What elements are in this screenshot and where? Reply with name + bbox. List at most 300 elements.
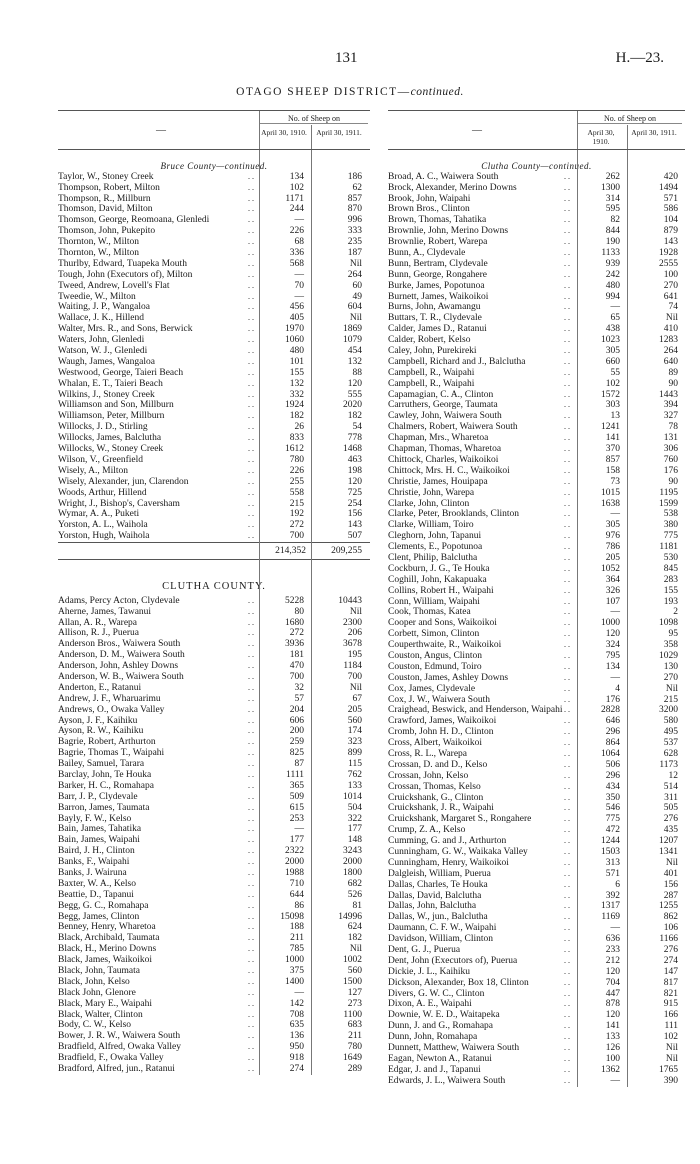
table-row — [58, 422, 370, 433]
left-header-col1: April 30, 1910. — [261, 128, 307, 137]
sheep-1910: 405 — [289, 313, 304, 324]
table-row — [388, 923, 685, 934]
sheep-1911: 401 — [663, 868, 678, 879]
leader-dots: . . — [564, 291, 570, 301]
sheep-1911: 120 — [347, 378, 362, 389]
owner-name: Bradfield, F., Owaka Valley — [58, 1053, 164, 1064]
leader-dots: . . — [248, 454, 254, 464]
owner-name: Downie, W. E. D., Waitapeka — [388, 1010, 500, 1021]
left-column — [58, 110, 370, 1075]
table-row — [58, 694, 370, 705]
leader-dots: . . — [248, 1020, 254, 1030]
leader-dots: . . — [248, 671, 254, 681]
leader-dots: . . — [564, 204, 570, 214]
table-row — [388, 542, 685, 553]
owner-name: Dickson, Alexander, Box 18, Clinton — [388, 977, 529, 988]
table-row — [388, 793, 685, 804]
sheep-1911: Nil — [665, 1053, 678, 1064]
sheep-1910: 215 — [289, 498, 304, 509]
leader-dots: . . — [248, 955, 254, 965]
sheep-1910: 314 — [605, 193, 620, 204]
sheep-1911: 514 — [663, 781, 678, 792]
sheep-1911: 390 — [663, 1075, 678, 1086]
sheep-1911: 274 — [663, 955, 678, 966]
leader-dots: . . — [564, 389, 570, 399]
sheep-1910: 326 — [605, 585, 620, 596]
owner-name: Campbell, R., Waipahi — [388, 367, 475, 378]
sheep-1911: 182 — [347, 933, 362, 944]
sheep-1911: 700 — [347, 671, 362, 682]
leader-dots: . . — [564, 182, 570, 192]
owner-name: Tough, John (Executors of), Milton — [58, 269, 193, 280]
owner-name: Craighead, Beswick, and Henderson, Waipahi — [388, 705, 563, 716]
owner-name: Cox, J. W., Waiwera South — [388, 694, 490, 705]
leader-dots: . . — [248, 617, 254, 627]
leader-dots: . . — [564, 988, 570, 998]
owner-name: Dunnett, Matthew, Waiwera South — [388, 1043, 520, 1054]
table-row — [388, 662, 685, 673]
table-row — [388, 575, 685, 586]
leader-dots: . . — [564, 814, 570, 824]
leader-dots: . . — [248, 400, 254, 410]
sheep-1911: 1869 — [343, 324, 362, 335]
leader-dots: . . — [248, 889, 254, 899]
leader-dots: . . — [564, 825, 570, 835]
leader-dots: . . — [564, 269, 570, 279]
owner-name: Dunn, J. and G., Romahapa — [388, 1021, 494, 1032]
table-row — [388, 1054, 685, 1065]
table-row — [388, 499, 685, 510]
sheep-1910: 274 — [289, 1064, 304, 1075]
table-row — [388, 477, 685, 488]
leader-dots: . . — [564, 781, 570, 791]
leader-dots: . . — [564, 836, 570, 846]
sheep-1910: 392 — [605, 890, 620, 901]
owner-name: Bayly, F. W., Kelso — [58, 813, 132, 824]
sheep-1910: 155 — [289, 367, 304, 378]
owner-name: Black, James, Waikoikoi — [58, 955, 153, 966]
leader-dots: . . — [248, 531, 254, 541]
leader-dots: . . — [248, 693, 254, 703]
sheep-1911: 380 — [663, 520, 678, 531]
clutha-continued-heading: Clutha County—continued. — [481, 160, 592, 171]
sheep-1911: 2300 — [343, 617, 362, 628]
sheep-1911: 1283 — [659, 335, 678, 346]
sheep-1911: 3200 — [659, 705, 678, 716]
left-header-sheep-on: No. of Sheep on — [260, 114, 368, 124]
sheep-1911: 177 — [347, 824, 362, 835]
sheep-1910: 126 — [605, 1043, 620, 1054]
right-header-dash: — — [472, 125, 482, 136]
leader-dots: . . — [564, 378, 570, 388]
sheep-1910: 212 — [605, 955, 620, 966]
table-row — [388, 629, 685, 640]
table-row — [58, 1053, 370, 1064]
owner-name: Barr, J. P., Clydevale — [58, 791, 138, 802]
bruce-total-1911: 209,255 — [331, 546, 362, 557]
owner-name: Eagan, Newton A., Ratanui — [388, 1053, 492, 1064]
owner-name: Cox, James, Clydevale — [388, 683, 476, 694]
leader-dots: . . — [248, 878, 254, 888]
owner-name: Chalmers, Robert, Waiwera South — [388, 422, 518, 433]
owner-name: Dixon, A. E., Waipahi — [388, 999, 472, 1010]
table-row — [58, 857, 370, 868]
sheep-1911: 1195 — [659, 487, 678, 498]
sheep-1911: 725 — [347, 487, 362, 498]
leader-dots: . . — [248, 433, 254, 443]
clutha-county-heading: CLUTHA COUNTY. — [162, 580, 266, 592]
sheep-1910: 101 — [289, 356, 304, 367]
table-row — [58, 390, 370, 401]
sheep-1910: 142 — [289, 998, 304, 1009]
owner-name: Wilkins, J., Stoney Creek — [58, 389, 155, 400]
sheep-1910: 80 — [294, 606, 304, 617]
table-row — [388, 433, 685, 444]
table-row — [58, 846, 370, 857]
sheep-1911: 870 — [347, 204, 362, 215]
sheep-1910: — — [610, 607, 620, 618]
owner-name: Couston, Edmund, Toiro — [388, 661, 482, 672]
sheep-1911: 580 — [663, 716, 678, 727]
sheep-1911: 780 — [347, 1042, 362, 1053]
sheep-1911: 155 — [663, 585, 678, 596]
table-row — [388, 847, 685, 858]
sheep-1911: 463 — [347, 454, 362, 465]
sheep-1910: 456 — [289, 302, 304, 313]
sheep-1910: 480 — [605, 280, 620, 291]
sheep-1911: 323 — [347, 737, 362, 748]
sheep-1911: 289 — [347, 1064, 362, 1075]
owner-name: Thornton, W., Milton — [58, 248, 140, 259]
sheep-1911: Nil — [349, 944, 362, 955]
table-row — [58, 726, 370, 737]
table-row — [388, 444, 685, 455]
owner-name: Clements, E., Popotunoa — [388, 542, 483, 553]
sheep-1911: 156 — [347, 509, 362, 520]
sheep-1910: 242 — [605, 269, 620, 280]
sheep-1910: 2828 — [601, 705, 620, 716]
owner-name: Black, Walter, Clinton — [58, 1009, 143, 1020]
table-row — [388, 400, 685, 411]
table-row — [388, 618, 685, 629]
owner-name: Cleghorn, John, Tapanui — [388, 531, 482, 542]
owner-name: Cromb, John H. D., Clinton — [388, 727, 494, 738]
leader-dots: . . — [564, 454, 570, 464]
leader-dots: . . — [564, 759, 570, 769]
sheep-1910: 13 — [610, 411, 620, 422]
sheep-1910: 615 — [289, 802, 304, 813]
sheep-1911: 14996 — [338, 911, 362, 922]
sheep-1910: 700 — [289, 671, 304, 682]
right-header-col2: April 30, 1911. — [631, 128, 677, 137]
table-row — [388, 292, 685, 303]
owner-name: Black, John, Kelso — [58, 976, 130, 987]
leader-dots: . . — [564, 193, 570, 203]
leader-dots: . . — [564, 1053, 570, 1063]
sheep-1910: 1362 — [601, 1064, 620, 1075]
owner-name: Black, H., Merino Downs — [58, 944, 157, 955]
owner-name: Clarke, John, Clinton — [388, 498, 470, 509]
sheep-1911: 264 — [347, 269, 362, 280]
sheep-1910: 188 — [289, 922, 304, 933]
owner-name: Broad, A. C., Waiwera South — [388, 171, 499, 182]
table-row — [58, 455, 370, 466]
sheep-1910: 546 — [605, 803, 620, 814]
table-row — [58, 835, 370, 846]
sheep-1911: 1765 — [659, 1064, 678, 1075]
leader-dots: . . — [564, 999, 570, 1009]
owner-name: Watson, W. J., Glenledi — [58, 346, 148, 357]
leader-dots: . . — [564, 716, 570, 726]
sheep-1910: 939 — [605, 258, 620, 269]
sheep-1910: 192 — [289, 509, 304, 520]
sheep-1911: 775 — [663, 531, 678, 542]
leader-dots: . . — [248, 595, 254, 605]
sheep-1910: 844 — [605, 226, 620, 237]
sheep-1910: 1000 — [285, 955, 304, 966]
owner-name: Bagrie, Thomas T., Waipahi — [58, 748, 165, 759]
owner-name: Capamagian, C. A., Clinton — [388, 389, 494, 400]
sheep-1910: 100 — [605, 1053, 620, 1064]
left-header-col2: April 30, 1911. — [316, 128, 362, 137]
leader-dots: . . — [248, 900, 254, 910]
table-row — [58, 792, 370, 803]
leader-dots: . . — [564, 727, 570, 737]
sheep-1911: 127 — [347, 987, 362, 998]
leader-dots: . . — [564, 498, 570, 508]
leader-dots: . . — [564, 923, 570, 933]
sheep-1911: 78 — [668, 422, 678, 433]
owner-name: Anderson Bros., Waiwera South — [58, 639, 181, 650]
leader-dots: . . — [564, 890, 570, 900]
sheep-1910: 303 — [605, 400, 620, 411]
sheep-1911: 537 — [663, 738, 678, 749]
sheep-1911: 3243 — [343, 846, 362, 857]
sheep-1910: 558 — [289, 487, 304, 498]
sheep-1911: 1184 — [343, 661, 362, 672]
owner-name: Whalan, E. T., Taieri Beach — [58, 378, 163, 389]
sheep-1910: 994 — [605, 291, 620, 302]
table-row — [58, 596, 370, 607]
sheep-1911: 104 — [663, 215, 678, 226]
sheep-1910: 1111 — [286, 769, 304, 780]
table-row — [388, 673, 685, 684]
leader-dots: . . — [248, 237, 254, 247]
table-row — [388, 869, 685, 880]
table-row — [58, 1010, 370, 1021]
sheep-1910: 1400 — [285, 976, 304, 987]
owner-name: Dallas, W., jun., Balclutha — [388, 912, 488, 923]
sheep-1910: 447 — [605, 988, 620, 999]
owner-name: Wisely, Alexander, jun, Clarendon — [58, 476, 189, 487]
sheep-1911: 306 — [663, 444, 678, 455]
table-row — [58, 204, 370, 215]
sheep-1910: 775 — [605, 814, 620, 825]
sheep-1911: 1207 — [659, 836, 678, 847]
table-row — [58, 411, 370, 422]
leader-dots: . . — [248, 411, 254, 421]
sheep-1910: 795 — [605, 650, 620, 661]
owner-name: Burke, James, Popotunoa — [388, 280, 485, 291]
table-row — [388, 357, 685, 368]
table-row — [388, 324, 685, 335]
sheep-1911: 641 — [663, 291, 678, 302]
leader-dots: . . — [564, 694, 570, 704]
sheep-1911: 133 — [347, 780, 362, 791]
table-row — [58, 999, 370, 1010]
leader-dots: . . — [564, 237, 570, 247]
owner-name: Banks, F., Waipahi — [58, 857, 130, 868]
leader-dots: . . — [564, 324, 570, 334]
sheep-1910: 181 — [289, 650, 304, 661]
leader-dots: . . — [248, 258, 254, 268]
owner-name: Cook, Thomas, Katea — [388, 607, 471, 618]
owner-name: Baird, J. H., Clinton — [58, 846, 135, 857]
leader-dots: . . — [564, 934, 570, 944]
sheep-1910: 65 — [610, 313, 620, 324]
sheep-1910: 434 — [605, 781, 620, 792]
sheep-1910: 1052 — [601, 563, 620, 574]
leader-dots: . . — [248, 628, 254, 638]
sheep-1910: 70 — [294, 280, 304, 291]
leader-dots: . . — [248, 933, 254, 943]
owner-name: Body, C. W., Kelso — [58, 1020, 132, 1031]
table-row — [58, 955, 370, 966]
leader-dots: . . — [564, 171, 570, 181]
sheep-1910: 204 — [289, 704, 304, 715]
sheep-1910: 55 — [610, 367, 620, 378]
sheep-1910: — — [294, 824, 304, 835]
sheep-1910: 107 — [605, 596, 620, 607]
leader-dots: . . — [248, 769, 254, 779]
table-row — [58, 335, 370, 346]
owner-name: Black, John, Taumata — [58, 966, 141, 977]
sheep-1910: 644 — [289, 889, 304, 900]
sheep-1910: 233 — [605, 945, 620, 956]
table-row — [388, 771, 685, 782]
sheep-1910: 6 — [615, 879, 620, 890]
sheep-1910: 568 — [289, 258, 304, 269]
table-row — [58, 237, 370, 248]
sheep-1910: 132 — [289, 378, 304, 389]
owner-name: Anderson, D. M., Waiwera South — [58, 650, 185, 661]
leader-dots: . . — [248, 998, 254, 1008]
leader-dots: . . — [564, 792, 570, 802]
owner-name: Begg, G. C., Romahapa — [58, 900, 149, 911]
leader-dots: . . — [564, 356, 570, 366]
table-row — [388, 1043, 685, 1054]
sheep-1911: 2555 — [659, 258, 678, 269]
owner-name: Cruickshank, J. R., Waipahi — [388, 803, 494, 814]
leader-dots: . . — [248, 498, 254, 508]
table-row — [388, 749, 685, 760]
owner-name: Crawford, James, Waikoikoi — [388, 716, 497, 727]
leader-dots: . . — [248, 1031, 254, 1041]
table-row — [388, 836, 685, 847]
sheep-1911: 264 — [663, 346, 678, 357]
owner-name: Bunn, A., Clydevale — [388, 248, 466, 259]
leader-dots: . . — [564, 912, 570, 922]
owner-name: Brown, Thomas, Tahatika — [388, 215, 487, 226]
sheep-1910: 1241 — [601, 422, 620, 433]
table-row — [58, 770, 370, 781]
sheep-1910: 182 — [289, 411, 304, 422]
sheep-1910: 350 — [605, 792, 620, 803]
leader-dots: . . — [248, 248, 254, 258]
table-row — [58, 183, 370, 194]
table-row — [388, 803, 685, 814]
left-table-body — [58, 150, 370, 1075]
owner-name: Crump, Z. A., Kelso — [388, 825, 466, 836]
owner-name: Dent, John (Executors of), Puerua — [388, 955, 518, 966]
leader-dots: . . — [564, 629, 570, 639]
leader-dots: . . — [564, 476, 570, 486]
table-row — [388, 760, 685, 771]
sheep-1911: 89 — [668, 367, 678, 378]
sheep-1910: 1970 — [285, 324, 304, 335]
sheep-1910: 1244 — [601, 836, 620, 847]
leader-dots: . . — [564, 857, 570, 867]
sheep-1911: 322 — [347, 813, 362, 824]
leader-dots: . . — [564, 215, 570, 225]
leader-dots: . . — [248, 726, 254, 736]
sheep-1911: 624 — [347, 922, 362, 933]
sheep-1910: 87 — [294, 759, 304, 770]
sheep-1911: 505 — [663, 803, 678, 814]
leader-dots: . . — [564, 226, 570, 236]
table-row — [388, 281, 685, 292]
table-row — [58, 868, 370, 879]
table-row — [58, 509, 370, 520]
sheep-1911: 205 — [347, 704, 362, 715]
leader-dots: . . — [248, 1042, 254, 1052]
sheep-1911: 762 — [347, 769, 362, 780]
table-row — [58, 1064, 370, 1075]
leader-dots: . . — [248, 324, 254, 334]
leader-dots: . . — [248, 759, 254, 769]
owner-name: Yorston, Hugh, Waihola — [58, 531, 150, 542]
sheep-1910: 262 — [605, 171, 620, 182]
leader-dots: . . — [564, 248, 570, 258]
table-row — [388, 901, 685, 912]
owner-name: Tweedie, W., Milton — [58, 291, 136, 302]
sheep-1911: 358 — [663, 640, 678, 651]
sheep-1911: 530 — [663, 552, 678, 563]
sheep-1910: 4 — [615, 683, 620, 694]
sheep-1911: 495 — [663, 727, 678, 738]
sheep-1911: 604 — [347, 302, 362, 313]
owner-name: Black, Mary E., Waipahi — [58, 998, 153, 1009]
sheep-1910: 438 — [605, 324, 620, 335]
sheep-1910: 1638 — [601, 498, 620, 509]
sheep-1910: 472 — [605, 825, 620, 836]
sheep-1911: Nil — [665, 683, 678, 694]
sheep-1910: 120 — [605, 966, 620, 977]
leader-dots: . . — [248, 171, 254, 181]
sheep-1911: 778 — [347, 433, 362, 444]
sheep-1910: 1000 — [601, 618, 620, 629]
sheep-1911: Nil — [349, 313, 362, 324]
table-row — [388, 422, 685, 433]
sheep-1911: 1079 — [343, 335, 362, 346]
sheep-1911: 182 — [347, 411, 362, 422]
owner-name: Chittock, Mrs. H. C., Waikoikoi — [388, 465, 510, 476]
sheep-1911: 560 — [347, 966, 362, 977]
leader-dots: . . — [248, 748, 254, 758]
sheep-1910: 32 — [294, 682, 304, 693]
sheep-1910: 780 — [289, 454, 304, 465]
owner-name: Calder, James D., Ratanui — [388, 324, 487, 335]
